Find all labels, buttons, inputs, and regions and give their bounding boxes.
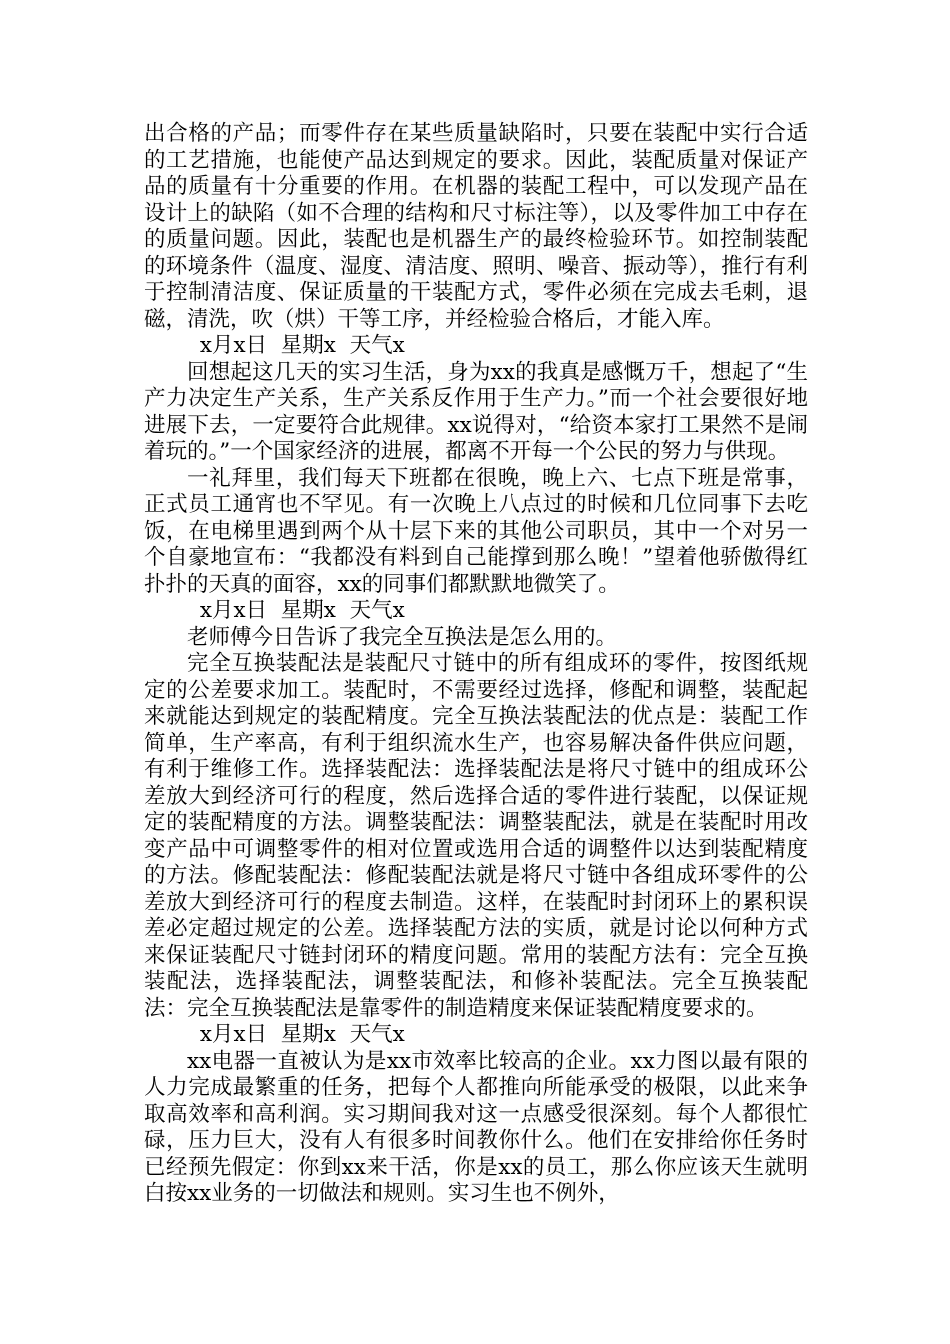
diary-date-line: x月x日 星期x 天气x xyxy=(199,1022,405,1047)
document-page xyxy=(144,121,808,1208)
diary-date-line: x月x日 星期x 天气x xyxy=(199,333,405,358)
paragraph-overtime: 一礼拜里，我们每天下班都在很晚，晚上六、七点下班是常事，正式员工通宵也不罕见。有一次晚上八点过的时候和几位同事下去吃饭，在电梯里遇到两个从十层下来的其他公司职员，其中一个对另一个自豪地宣布：“我都没有料到自己能撑到那么晚！”望着他骄傲得红扑扑的天真的面容，xx的同事们都默默地微笑了。 xyxy=(144,465,808,597)
paragraph-assembly-quality: 出合格的产品；而零件存在某些质量缺陷时，只要在装配中实行合适的工艺措施，也能使产品达到规定的要求。因此，装配质量对保证产品的质量有十分重要的作用。在机器的装配工程中，可以发现产品在设计上的缺陷（如不合理的结构和尺寸标注等），以及零件加工中存在的质量问题。因此，装配也是机器生产的最终检验环节。如控制装配的环境条件（温度、湿度、清洁度、照明、噪音、振动等），推行有利于控制清洁度、保证质量的干装配方式，零件必须在完成去毛刺，退磁，清洗，吹（烘）干等工序，并经检验合格后，才能入库。 xyxy=(144,121,808,332)
diary-date-line: x月x日 星期x 天气x xyxy=(199,598,405,623)
paragraph-efficiency: xx电器一直被认为是xx市效率比较高的企业。xx力图以最有限的人力完成最繁重的任务，把每个人都推向所能承受的极限，以此来争取高效率和高利润。实习期间我对这一点感受很深刻。每个人都很忙碌，压力巨大，没有人有很多时间教你什么。他们在安排给你任务时已经预先假定：你到xx来干活，你是xx的员工，那么你应该天生就明白按xx业务的一切做法和规则。实习生也不例外， xyxy=(144,1048,808,1206)
paragraph-master-intro: 老师傅今日告诉了我完全互换法是怎么用的。 xyxy=(187,624,618,650)
paragraph-assembly-methods: 完全互换装配法是装配尺寸链中的所有组成环的零件，按图纸规定的公差要求加工。装配时，不需要经过选择，修配和调整，装配起来就能达到规定的装配精度。完全互换法装配法的优点是：装配工作简单，生产率高，有利于组织流水生产，也容易解决备件供应问题，有利于维修工作。选择装配法：选择装配法是将尺寸链中的组成环公差放大到经济可行的程度，然后选择合适的零件进行装配，以保证规定的装配精度的方法。调整装配法：调整装配法，就是在装配时用改变产品中可调整零件的相对位置或选用合适的调整件以达到装配精度的方法。修配装配法：修配装配法就是将尺寸链中各组成环零件的公差放大到经济可行的程度去制造。这样，在装配时封闭环上的累积误差必定超过规定的公差。选择装配方法的实质，就是讨论以何种方式来保证装配尺寸链封闭环的精度问题。常用的装配方法有：完全互换装配法，选择装配法，调整装配法，和修补装配法。完全互换装配法：完全互换装配法是靠零件的制造精度来保证装配精度要求的。 xyxy=(144,651,808,1021)
paragraph-reflection: 回想起这几天的实习生活，身为xx的我真是感慨万千，想起了“生产力决定生产关系，生产关系反作用于生产力。”而一个社会要很好地进展下去，一定要符合此规律。xx说得对，“给资本家打工果然不是闹着玩的。”一个国家经济的进展，都离不开每一个公民的努力与供现。 xyxy=(144,359,808,464)
